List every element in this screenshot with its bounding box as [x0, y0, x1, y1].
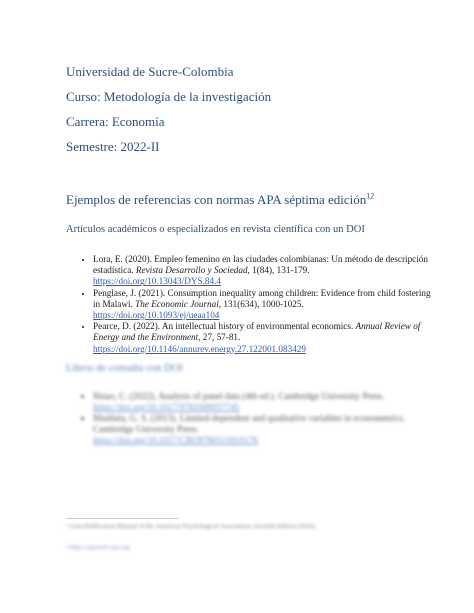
- reference-journal: The Economic Journal: [135, 298, 219, 309]
- footnote-1: ¹ Guía (Publication Manual of the American Psychological Association, Seventh Edition (2020).: [66, 523, 317, 530]
- university-heading: Universidad de Sucre-Colombia: [66, 64, 234, 79]
- reference-item: [93, 288, 433, 322]
- blurred-reference-item: [93, 391, 433, 413]
- blurred-section-subtitle: Libros de consulta con DOI: [66, 363, 183, 374]
- reference-authors: Penglase, J. (2021). Consumption inequality among children: Evidence from child fostering in Malawi.: [93, 287, 431, 309]
- footnote-2[interactable]: ² https://apastyle.apa.org: [66, 544, 130, 551]
- reference-doi-link[interactable]: https://doi.org/10.1146/annurev.energy.27.122001.083429: [93, 343, 306, 354]
- footnote-divider: [66, 518, 178, 519]
- blurred-reference-doi-link[interactable]: https://doi.org/10.1017/CBO9780511810176: [93, 435, 258, 445]
- reference-journal: Annual Review of Energy and the Environment: [93, 321, 421, 343]
- reference-item: [93, 254, 433, 288]
- reference-item: [93, 321, 433, 355]
- reference-doi-link[interactable]: https://doi.org/10.13043/DYS.84.4: [93, 276, 221, 287]
- blurred-reference-list: [76, 391, 433, 446]
- title-footnote-marks[interactable]: 12: [366, 191, 375, 201]
- career-heading: Carrera: Economía: [66, 114, 165, 129]
- reference-doi-link[interactable]: https://doi.org/10.1093/ej/ueaa104: [93, 310, 220, 321]
- reference-authors: Pearce, D. (2022). An intellectual history of environmental economics.: [93, 321, 356, 332]
- blurred-reference-item: [93, 413, 433, 446]
- reference-details: , 27, 57-81.: [198, 332, 241, 343]
- reference-journal: Revista Desarrollo y Sociedad: [135, 265, 248, 276]
- section-title: [66, 192, 374, 208]
- reference-details: , 1(84), 131-179.: [247, 265, 310, 276]
- reference-list: [76, 254, 433, 355]
- reference-authors: Lora, E. (2020). Empleo femenino en las ciudades colombianas: Un método de descripción estadística.: [93, 254, 428, 276]
- section-subtitle: Artículos académicos o especializados en revista científica con un DOI: [66, 224, 365, 235]
- blurred-reference-doi-link[interactable]: https://doi.org/10.1017/9781009057745: [93, 402, 240, 412]
- semester-heading: Semestre: 2022-II: [66, 139, 160, 154]
- blurred-reference-text: Maddala, G. S. (2013). Limited-dependent and qualitative variables in econometrics. Cambridge University Press.: [93, 413, 405, 434]
- reference-details: , 131(634), 1000-1025.: [218, 298, 304, 309]
- section-title-text: Ejemplos de referencias con normas APA séptima edición: [66, 192, 367, 207]
- blurred-reference-text: Hsiao, C. (2022). Analysis of panel data (4th ed.). Cambridge University Press.: [93, 391, 385, 401]
- course-heading: Curso: Metodología de la investigación: [66, 89, 272, 104]
